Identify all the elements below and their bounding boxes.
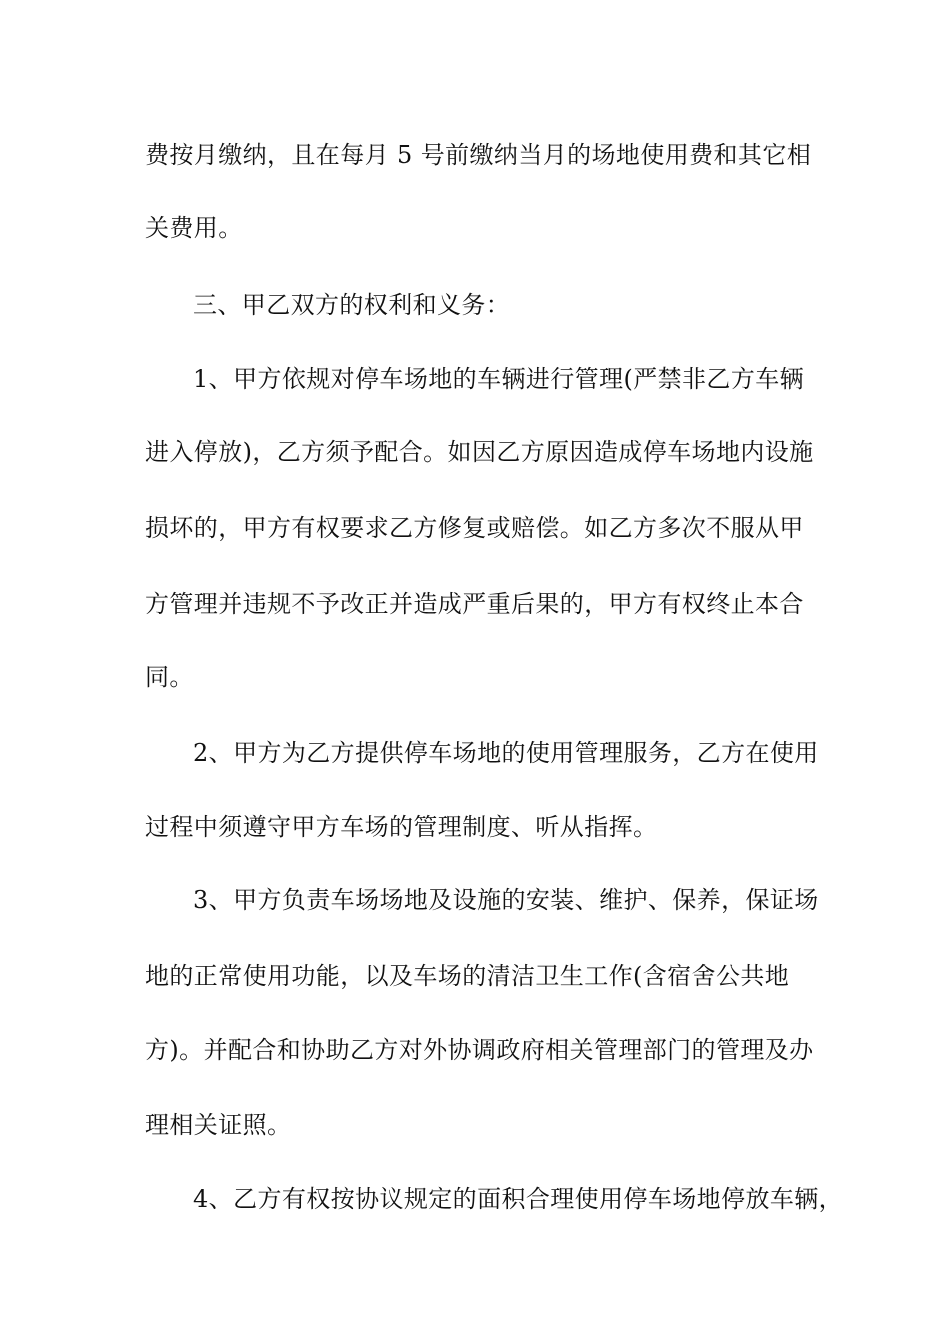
text-line: 关费用。 <box>145 214 243 242</box>
text-line: 同。 <box>145 663 194 691</box>
text-line: 费按月缴纳，且在每月 5 号前缴纳当月的场地使用费和其它相 <box>145 141 812 169</box>
text-line: 2、甲方为乙方提供停车场地的使用管理服务，乙方在使用 <box>193 739 819 767</box>
text-line: 损坏的，甲方有权要求乙方修复或赔偿。如乙方多次不服从甲 <box>145 514 804 542</box>
text-line: 3、甲方负责车场场地及设施的安装、维护、保养，保证场 <box>193 886 819 914</box>
text-line: 进入停放)，乙方须予配合。如因乙方原因造成停车场地内设施 <box>145 438 814 466</box>
text-line: 过程中须遵守甲方车场的管理制度、听从指挥。 <box>145 813 658 841</box>
text-line: 4、乙方有权按协议规定的面积合理使用停车场地停放车辆， <box>193 1185 844 1213</box>
text-line: 地的正常使用功能，以及车场的清洁卫生工作(含宿舍公共地 <box>145 962 790 990</box>
section-heading: 三、甲乙双方的权利和义务： <box>193 291 511 319</box>
text-line: 方)。并配合和协助乙方对外协调政府相关管理部门的管理及办 <box>145 1036 814 1064</box>
text-line: 理相关证照。 <box>145 1111 292 1139</box>
text-line: 1、甲方依规对停车场地的车辆进行管理(严禁非乙方车辆 <box>193 365 805 393</box>
text-line: 方管理并违规不予改正并造成严重后果的，甲方有权终止本合 <box>145 590 804 618</box>
